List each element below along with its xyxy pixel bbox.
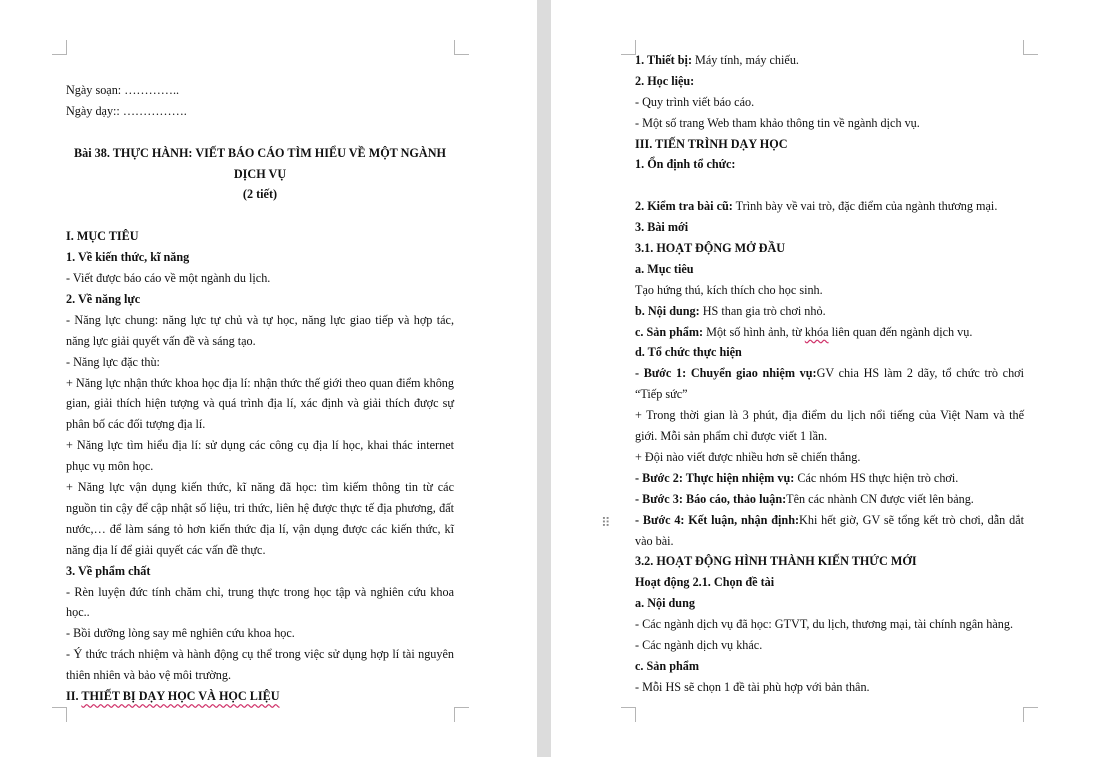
content-label: b. Nội dung: <box>635 303 700 318</box>
crop-mark <box>621 40 636 55</box>
section-objectives: I. MỤC TIÊU <box>66 229 139 244</box>
materials-item-2: - Một số trang Web tham khảo thông tin về ngành dịch vụ. <box>635 115 920 130</box>
old-lesson-check-text: Trình bày về vai trò, đặc điểm của ngành thương mại. <box>732 199 998 214</box>
paragraph-quality-1: - Rèn luyện đức tính chăm chỉ, trung thực trong học tập và nghiên cứu khoa học.. <box>66 584 454 620</box>
heading-product: c. Sản phẩm <box>635 658 700 673</box>
paragraph-quality-2: - Bồi dưỡng lòng say mê nghiên cứu khoa học. <box>66 626 295 641</box>
lesson-title-line-2: DỊCH VỤ <box>233 166 287 181</box>
date-taught: Ngày dạy:: ……………. <box>66 103 187 118</box>
content-item-2: - Các ngành dịch vụ khác. <box>635 638 763 653</box>
heading-knowledge-activity: 3.2. HOẠT ĐỘNG HÌNH THÀNH KIẾN THỨC MỚI <box>635 554 917 569</box>
equipment-text: Máy tính, máy chiếu. <box>692 53 799 67</box>
step-3 <box>635 489 1024 510</box>
materials-item-1: - Quy trình viết báo cáo. <box>635 94 755 109</box>
equipment-line <box>635 50 1024 71</box>
step-1-label: - Bước 1: Chuyển giao nhiệm vụ: <box>635 366 817 381</box>
step-3-text: Tên các nhành CN được viết lên bảng. <box>786 491 974 506</box>
section-equipment-prefix: II. <box>66 689 82 704</box>
heading-knowledge-skills: 1. Về kiến thức, kĩ năng <box>66 250 190 265</box>
product-text-1: Một số hình ảnh, từ <box>703 324 805 339</box>
step-4-label: - Bước 4: Kết luận, nhận định: <box>635 512 800 527</box>
product-label: c. Sản phẩm: <box>635 324 704 339</box>
materials-label: 2. Học liệu: <box>635 73 695 88</box>
crop-mark <box>52 707 67 722</box>
product-line <box>635 322 1024 343</box>
step-2-label: - Bước 2: Thực hiện nhiệm vụ: <box>635 470 795 485</box>
crop-mark <box>454 707 469 722</box>
step-2 <box>635 468 1024 489</box>
heading-implementation: d. Tổ chức thực hiện <box>635 345 742 360</box>
paragraph-competence-3: + Năng lực vận dụng kiến thức, kĩ năng đã học: tìm kiếm thông tin từ các nguồn tin cậy để cập nhật số liệu, tri thức, liên hệ được thực tế địa phương, đất nước,… để làm sáng tỏ hơn kiến thức địa lí, vận dụng được các kiến thức, kĩ năng địa lí để giải quyết các vấn đề thực. <box>66 480 454 557</box>
paragraph-knowledge: - Viết được báo cáo về một ngành du lịch. <box>66 271 271 286</box>
step-1 <box>635 363 1024 405</box>
goal-text: Tạo hứng thú, kích thích cho học sinh. <box>635 282 823 297</box>
content-text: HS than gia trò chơi nhỏ. <box>699 303 826 318</box>
section-equipment <box>66 686 454 707</box>
old-lesson-check-label: 2. Kiểm tra bài cũ: <box>635 199 733 214</box>
right-page-content <box>635 50 1024 698</box>
heading-new-lesson: 3. Bài mới <box>635 220 689 235</box>
date-prepared: Ngày soạn: ………….. <box>66 83 180 97</box>
crop-mark <box>1023 40 1038 55</box>
step-4 <box>635 510 1024 552</box>
content-line <box>635 301 1024 322</box>
table-move-handle-icon[interactable]: ⠿ <box>601 516 611 531</box>
crop-mark <box>454 40 469 55</box>
crop-mark <box>52 40 67 55</box>
paragraph-competence-2: + Năng lực tìm hiểu địa lí: sử dụng các công cụ địa lí học, khai thác internet phục vụ môn học. <box>66 438 454 474</box>
section-equipment-title: THIẾT BỊ DẠY HỌC VÀ HỌC LIỆU <box>81 689 280 704</box>
section-teaching-process: III. TIẾN TRÌNH DẠY HỌC <box>635 136 788 151</box>
heading-activity-2-1: Hoạt động 2.1. Chọn đề tài <box>635 575 775 590</box>
old-lesson-check <box>635 196 1024 217</box>
step-2-text: Các nhóm HS thực hiện trò chơi. <box>794 470 959 485</box>
equipment-label: 1. Thiết bị: <box>635 53 692 67</box>
crop-mark <box>1023 707 1038 722</box>
product-item-1: - Mỗi HS sẽ chọn 1 đề tài phù hợp với bản thân. <box>635 679 870 694</box>
crop-mark <box>621 707 636 722</box>
paragraph-specific-competence: - Năng lực đặc thù: <box>66 354 160 369</box>
page-gutter <box>537 0 551 757</box>
step-3-label: - Bước 3: Báo cáo, thảo luận: <box>635 491 787 506</box>
paragraph-competence-1: + Năng lực nhận thức khoa học địa lí: nhận thức thế giới theo quan điểm không gian, giải thích hiện tượng và quá trình địa lí, xác định và giải thích được sự phân bố các đối tượng địa lí. <box>66 375 454 432</box>
lesson-title-line-1: Bài 38. THỰC HÀNH: VIẾT BÁO CÁO TÌM HIỂU VỀ MỘT NGÀNH <box>74 145 446 160</box>
heading-competence: 2. Về năng lực <box>66 291 141 306</box>
left-page-content <box>66 80 454 707</box>
heading-qualities: 3. Về phẩm chất <box>66 563 151 578</box>
content-item-1: - Các ngành dịch vụ đã học: GTVT, du lịch, thương mại, tài chính ngân hàng. <box>635 617 1014 632</box>
step-1-detail-2: + Đội nào viết được nhiều hơn sẽ chiến thắng. <box>635 449 861 464</box>
product-text-3: liên quan đến ngành dịch vụ. <box>828 324 973 339</box>
heading-class-organization: 1. Ổn định tổ chức: <box>635 157 736 172</box>
step-4-text: Khi hết giờ, GV sẽ tổng kết trò chơi, dẫn dắt vào bài. <box>635 512 1024 548</box>
product-text-keyword: khóa <box>804 324 829 339</box>
paragraph-quality-3: - Ý thức trách nhiệm và hành động cụ thể trong việc sử dụng hợp lí tài nguyên thiên nhiên và bảo vệ môi trường. <box>66 647 454 683</box>
lesson-duration: (2 tiết) <box>242 187 278 202</box>
paragraph-general-competence: - Năng lực chung: năng lực tự chủ và tự học, năng lực giao tiếp và hợp tác, năng lực giải quyết vấn đề và sáng tạo. <box>66 312 454 348</box>
heading-goal: a. Mục tiêu <box>635 261 694 276</box>
heading-opening-activity: 3.1. HOẠT ĐỘNG MỞ ĐẦU <box>635 241 786 256</box>
step-1-text: GV chia HS làm 2 dãy, tổ chức trò chơi “Tiếp sức” <box>635 366 1024 402</box>
heading-content: a. Nội dung <box>635 596 695 611</box>
step-1-detail-1: + Trong thời gian là 3 phút, địa điểm du lịch nổi tiếng của Việt Nam và thế giới. Mỗi sản phẩm chỉ được viết 1 lần. <box>635 408 1024 444</box>
